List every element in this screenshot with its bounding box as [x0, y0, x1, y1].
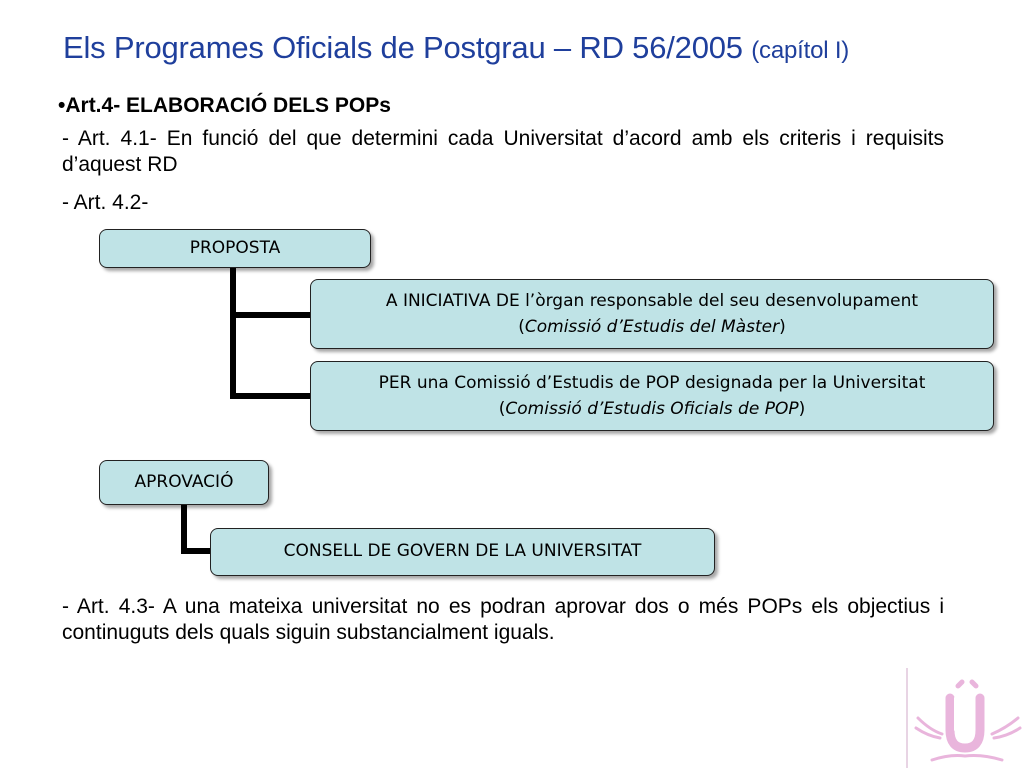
per-line1: PER una Comissió d’Estudis de POP designada per la Universitat	[378, 373, 926, 393]
connector-vertical-aprovacio	[181, 505, 187, 554]
connector-to-consell	[181, 548, 212, 554]
box-iniciativa	[310, 279, 994, 349]
slide-title-main: Els Programes Oficials de Postgrau – RD 56/2005	[63, 30, 743, 65]
university-logo-icon	[910, 668, 1024, 768]
logo-divider	[906, 668, 908, 768]
paragraph-art-4-1: - Art. 4.1- En funció del que determini cada Universitat d’acord amb els criteris i requisits d’aquest RD	[62, 127, 944, 176]
slide-title-sub: (capítol I)	[751, 37, 850, 64]
box-per	[310, 361, 994, 431]
per-line2-italic: Comissió d’Estudis Oficials de POP	[505, 399, 799, 419]
connector-to-per	[230, 393, 312, 399]
section-heading: •Art.4- ELABORACIÓ DELS POPs	[58, 94, 391, 117]
paragraph-art-4-3: - Art. 4.3- A una mateixa universitat no es podran aprovar dos o més POPs els objectius i continuguts dels quals siguin substancialment iguals.	[62, 595, 944, 644]
paragraph-art-4-2: - Art. 4.2-	[62, 191, 149, 214]
box-proposta: PROPOSTA	[99, 229, 371, 268]
box-aprovacio: APROVACIÓ	[99, 460, 269, 505]
iniciativa-line2-italic: Comissió d’Estudis del Màster	[524, 317, 780, 337]
iniciativa-line2: (Comissió d’Estudis del Màster)	[518, 317, 786, 337]
connector-to-iniciativa	[230, 312, 312, 318]
per-line2: (Comissió d’Estudis Oficials de POP)	[498, 399, 806, 419]
slide-title	[63, 30, 1003, 66]
box-consell: CONSELL DE GOVERN DE LA UNIVERSITAT	[210, 528, 715, 576]
iniciativa-line1: A INICIATIVA DE l’òrgan responsable del seu desenvolupament	[385, 291, 919, 311]
connector-vertical	[230, 268, 236, 398]
